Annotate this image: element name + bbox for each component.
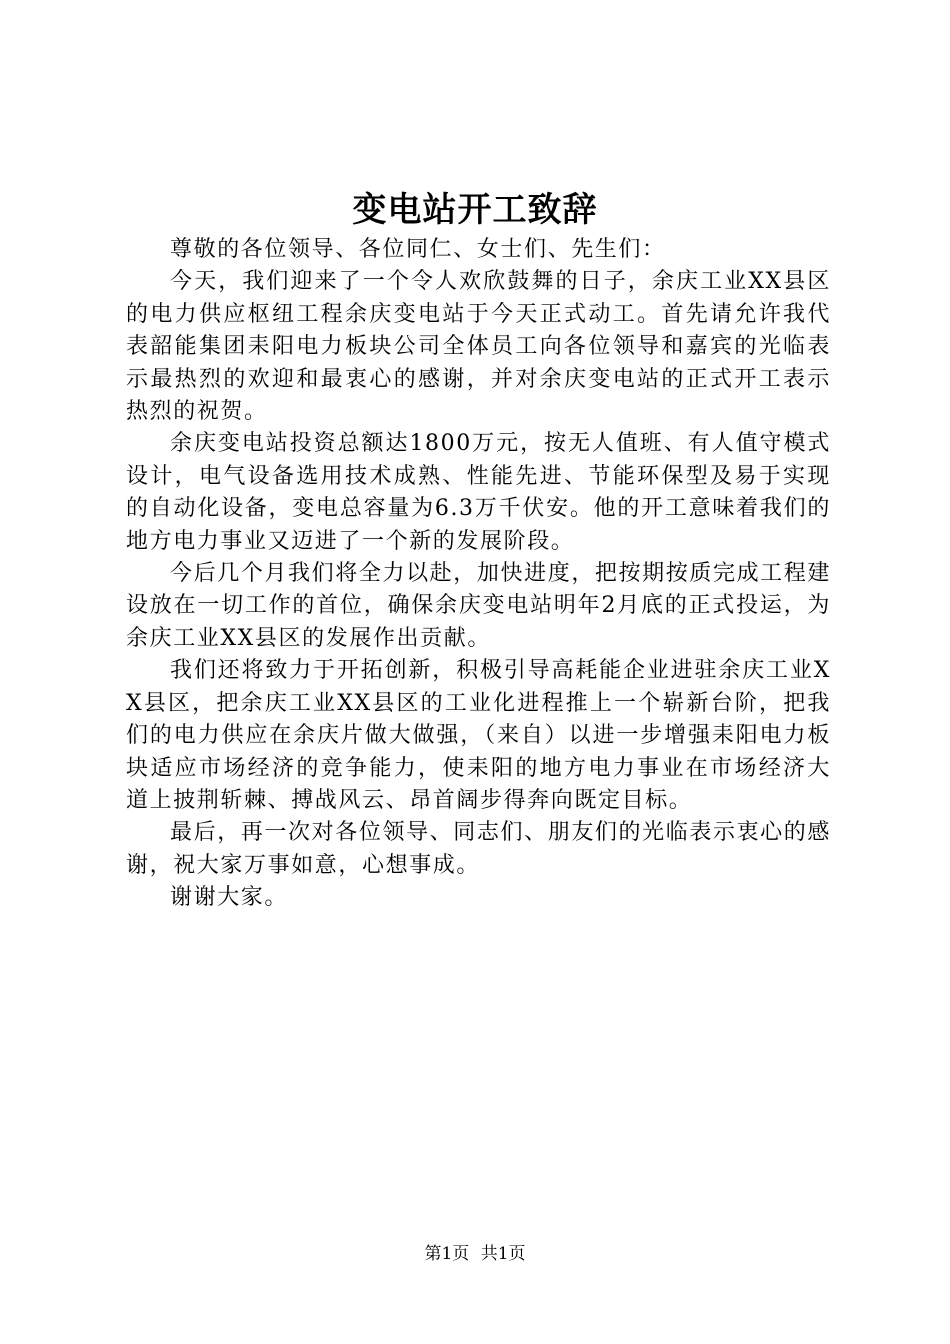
investment-paragraph: 余庆变电站投资总额达1800万元，按无人值班、有人值守模式设计，电气设备选用技术成熟、性能先进、节能环保型及易于实现的自动化设备，变电总容量为6.3万千伏安。他的开工意味着我们的地方电力事业又迈进了一个新的发展阶段。 (126, 431, 831, 554)
development-paragraph: 我们还将致力于开拓创新，积极引导高耗能企业进驻余庆工业XX县区，把余庆工业XX县区的工业化进程推上一个崭新台阶，把我们的电力供应在余庆片做大做强，（来自）以进一步增强耒阳电力板块适应市场经济的竞争能力，使耒阳的地方电力事业在市场经济大道上披荆斩棘、搏战风云、昂首阔步得奔向既定目标。 (126, 658, 831, 813)
document-body (126, 234, 831, 915)
page-total: 共1页 (480, 1244, 526, 1264)
page-number: 第1页 (424, 1244, 470, 1264)
opening-paragraph: 今天，我们迎来了一个令人欢欣鼓舞的日子，余庆工业XX县区的电力供应枢纽工程余庆变电站于今天正式动工。首先请允许我代表韶能集团耒阳电力板块公司全体员工向各位领导和嘉宾的光临表示最热烈的欢迎和最衷心的感谢，并对余庆变电站的正式开工表示热烈的祝贺。 (126, 269, 831, 425)
page-footer (0, 1242, 950, 1266)
closing-paragraph: 谢谢大家。 (170, 885, 289, 911)
document-title: 变电站开工致辞 (352, 190, 598, 230)
schedule-paragraph: 今后几个月我们将全力以赴，加快进度，把按期按质完成工程建设放在一切工作的首位，确保余庆变电站明年2月底的正式投运，为余庆工业XX县区的发展作出贡献。 (126, 561, 831, 651)
thanks-paragraph: 最后，再一次对各位领导、同志们、朋友们的光临表示衷心的感谢，祝大家万事如意，心想事成。 (126, 820, 831, 878)
salutation-paragraph: 尊敬的各位领导、各位同仁、女士们、先生们： (170, 237, 666, 262)
